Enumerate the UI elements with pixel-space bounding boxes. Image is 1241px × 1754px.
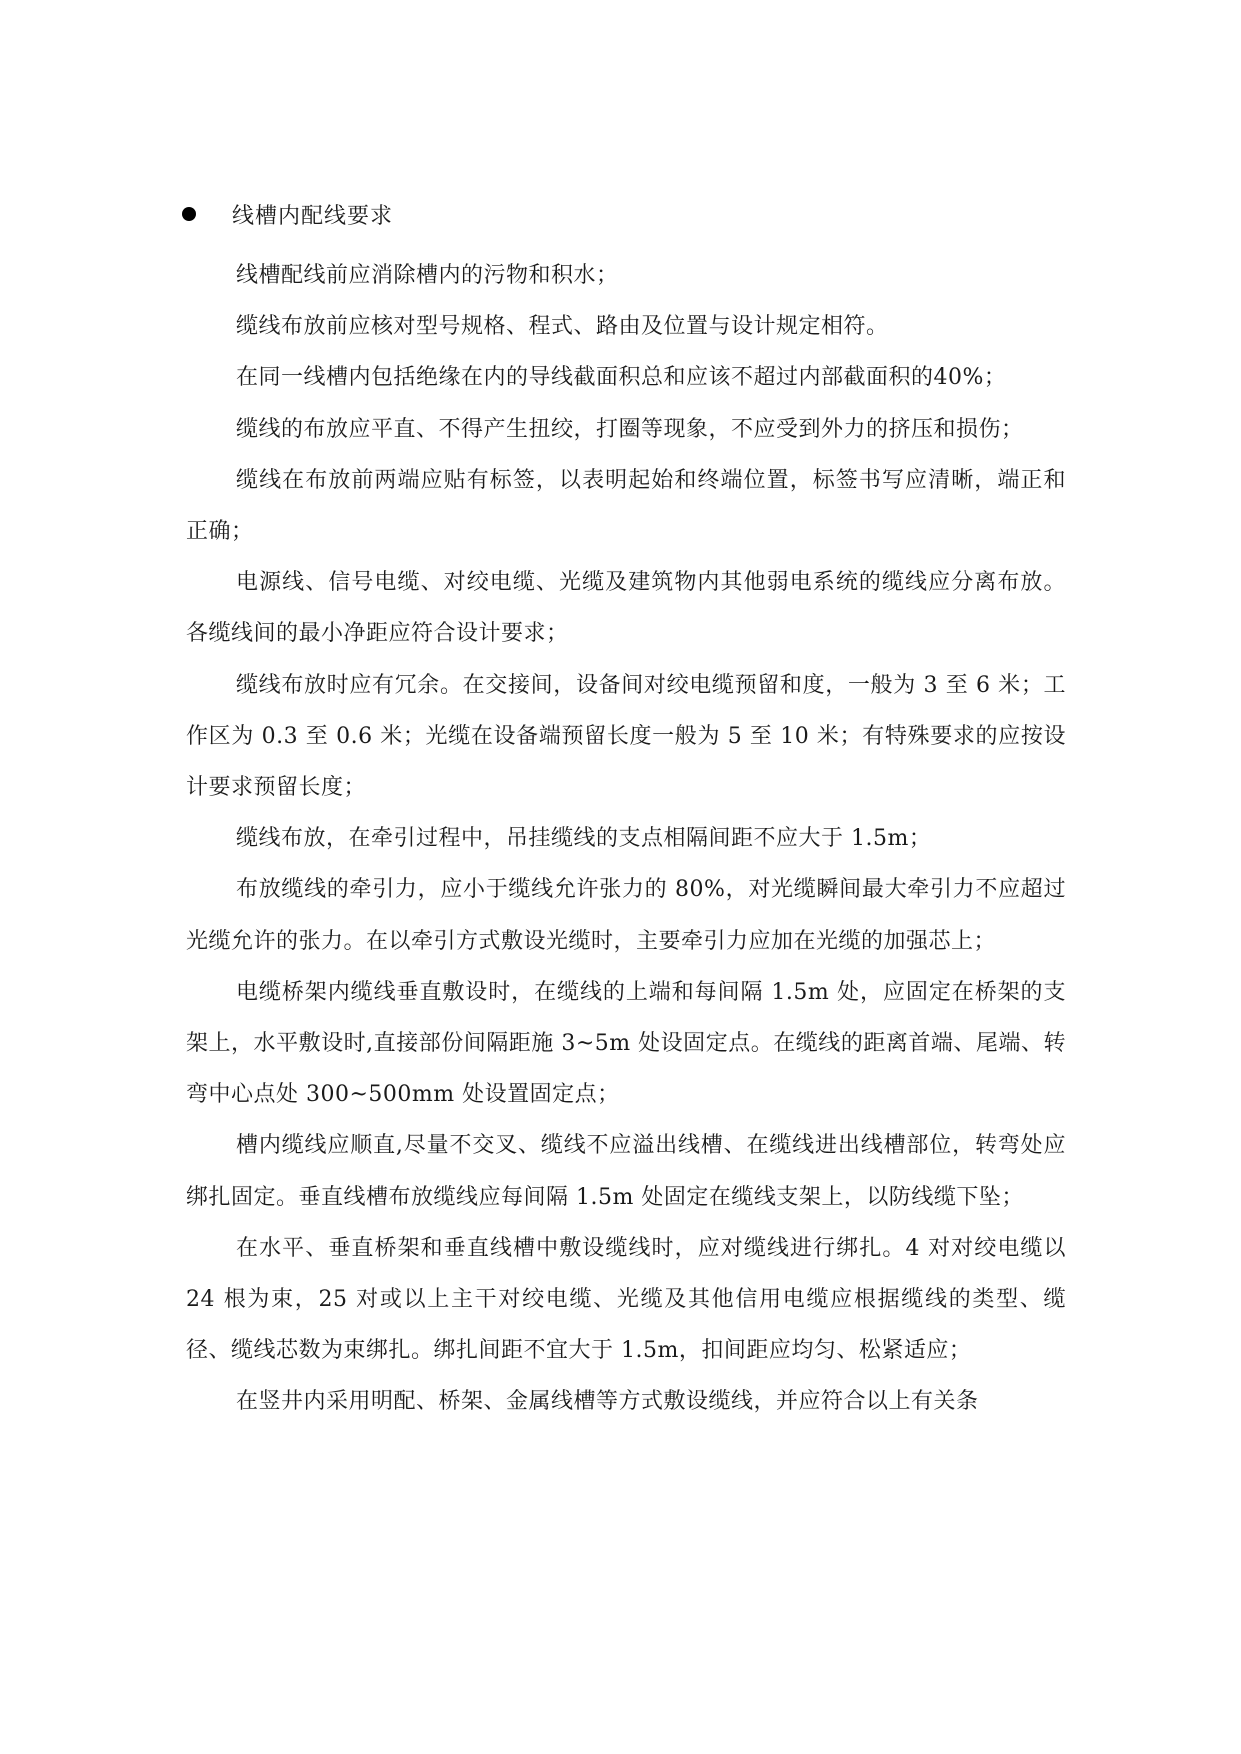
paragraph: 电缆桥架内缆线垂直敷设时，在缆线的上端和每间隔 1.5m 处，应固定在桥架的支架上，水平敷设时,直接部份间隔距施 3~5m 处设固定点。在缆线的距离首端、尾端、转弯中心点处 300~500mm 处设置固定点；	[186, 979, 1066, 1108]
document-page	[186, 186, 1066, 1428]
paragraph: 缆线布放，在牵引过程中，吊挂缆线的支点相隔间距不应大于 1.5m；	[236, 826, 932, 852]
section-heading	[182, 186, 1066, 242]
paragraph: 槽内缆线应顺直,尽量不交叉、缆线不应溢出线槽、在缆线进出线槽部位，转弯处应绑扎固定。垂直线槽布放缆线应每间隔 1.5m 处固定在缆线支架上，以防线缆下坠；	[186, 1133, 1066, 1210]
paragraph: 在同一线槽内包括绝缘在内的导线截面积总和应该不超过内部截面积的40%；	[236, 365, 1007, 391]
bullet-icon	[182, 207, 196, 221]
paragraph: 电源线、信号电缆、对绞电缆、光缆及建筑物内其他弱电系统的缆线应分离布放。各缆线间的最小净距应符合设计要求；	[186, 570, 1066, 647]
heading-text: 线槽内配线要求	[232, 203, 394, 229]
paragraph: 缆线在布放前两端应贴有标签，以表明起始和终端位置，标签书写应清晰，端正和正确；	[186, 467, 1066, 545]
paragraph: 缆线的布放应平直、不得产生扭绞，打圈等现象，不应受到外力的挤压和损伤；	[236, 416, 1024, 442]
paragraph: 在水平、垂直桥架和垂直线槽中敷设缆线时，应对缆线进行绑扎。4 对对绞电缆以 24 根为束，25 对或以上主干对绞电缆、光缆及其他信用电缆应根据缆线的类型、缆径、缆线芯数为束绑扎。绑扎间距不宜大于 1.5m，扣间距应均匀、松紧适应；	[186, 1235, 1066, 1364]
paragraph: 线槽配线前应消除槽内的污物和积水；	[236, 263, 619, 288]
paragraph: 布放缆线的牵引力，应小于缆线允许张力的 80%，对光缆瞬间最大牵引力不应超过光缆允许的张力。在以牵引方式敷设光缆时，主要牵引力应加在光缆的加强芯上；	[186, 877, 1066, 954]
paragraph: 缆线布放时应有冗余。在交接间，设备间对绞电缆预留和度，一般为 3 至 6 米；工作区为 0.3 至 0.6 米；光缆在设备端预留长度一般为 5 至 10 米；有特殊要求的应按设计要求预留长度；	[186, 672, 1066, 801]
paragraph: 缆线布放前应核对型号规格、程式、路由及位置与设计规定相符。	[236, 314, 889, 340]
paragraph: 在竖井内采用明配、桥架、金属线槽等方式敷设缆线，并应符合以上有关条	[236, 1389, 979, 1415]
